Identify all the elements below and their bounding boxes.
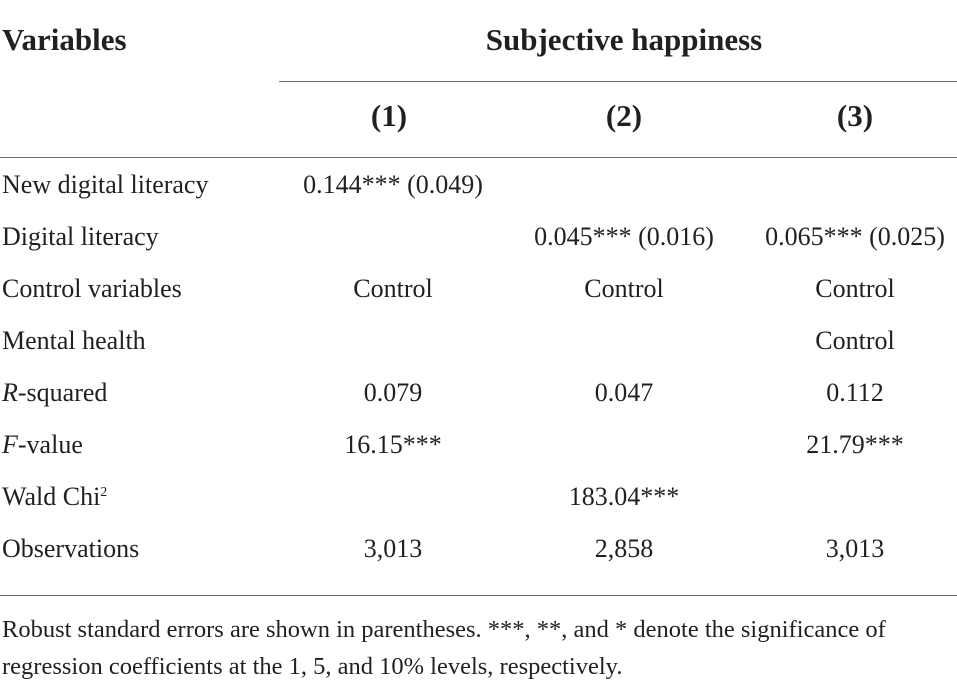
row-label-f-rest: -value: [17, 430, 83, 459]
row-label-wald-text: Wald Chi: [2, 482, 101, 511]
column-header-3: (3): [836, 98, 874, 133]
cell-r1-c3: 0.065*** (0.025): [765, 222, 945, 251]
row-label-f-italic: F: [2, 430, 18, 459]
row-label-observations: Observations: [2, 534, 140, 563]
row-label-wald-chi: [2, 484, 107, 510]
cell-r2-c3: Control: [815, 274, 895, 303]
cell-r2-c1: Control: [353, 274, 433, 303]
group-header: Subjective happiness: [485, 22, 763, 57]
cell-r2-c2: Control: [584, 274, 664, 303]
row-label-r-squared: [2, 380, 107, 406]
row-label-r-italic: R: [2, 378, 18, 407]
cell-r7-c1: 3,013: [363, 534, 423, 563]
cell-r4-c2: 0.047: [594, 378, 654, 407]
table-bottom-rule: [0, 595, 957, 596]
row-label-r-rest: -squared: [17, 378, 108, 407]
cell-r7-c2: 2,858: [594, 534, 654, 563]
cell-r3-c3: Control: [815, 326, 895, 355]
cell-r4-c3: 0.112: [826, 378, 884, 407]
group-header-rule: [279, 81, 957, 82]
cell-r4-c1: 0.079: [363, 378, 423, 407]
row-label-digital-literacy: Digital literacy: [2, 222, 159, 251]
header-bottom-rule: [0, 157, 957, 158]
row-label-new-digital-literacy: New digital literacy: [2, 170, 209, 199]
cell-r0-c1: 0.144*** (0.049): [303, 170, 483, 199]
column-header-2: (2): [605, 98, 643, 133]
row-label-mental-health: Mental health: [2, 326, 146, 355]
table-footnote: Robust standard errors are shown in parentheses. ***, **, and * denote the significance of regression coefficients at the 1, 5, and 10% levels, respectively.: [2, 616, 886, 680]
cell-r5-c1: 16.15***: [344, 430, 442, 459]
cell-r5-c3: 21.79***: [806, 430, 904, 459]
row-label-control-variables: Control variables: [2, 274, 182, 303]
column-header-1: (1): [370, 98, 408, 133]
cell-r7-c3: 3,013: [825, 534, 885, 563]
variables-header: Variables: [2, 22, 127, 57]
row-label-f-value: [2, 432, 83, 458]
cell-r1-c2: 0.045*** (0.016): [534, 222, 714, 251]
row-label-wald-sup: 2: [100, 485, 108, 500]
cell-r6-c2: 183.04***: [568, 482, 680, 511]
